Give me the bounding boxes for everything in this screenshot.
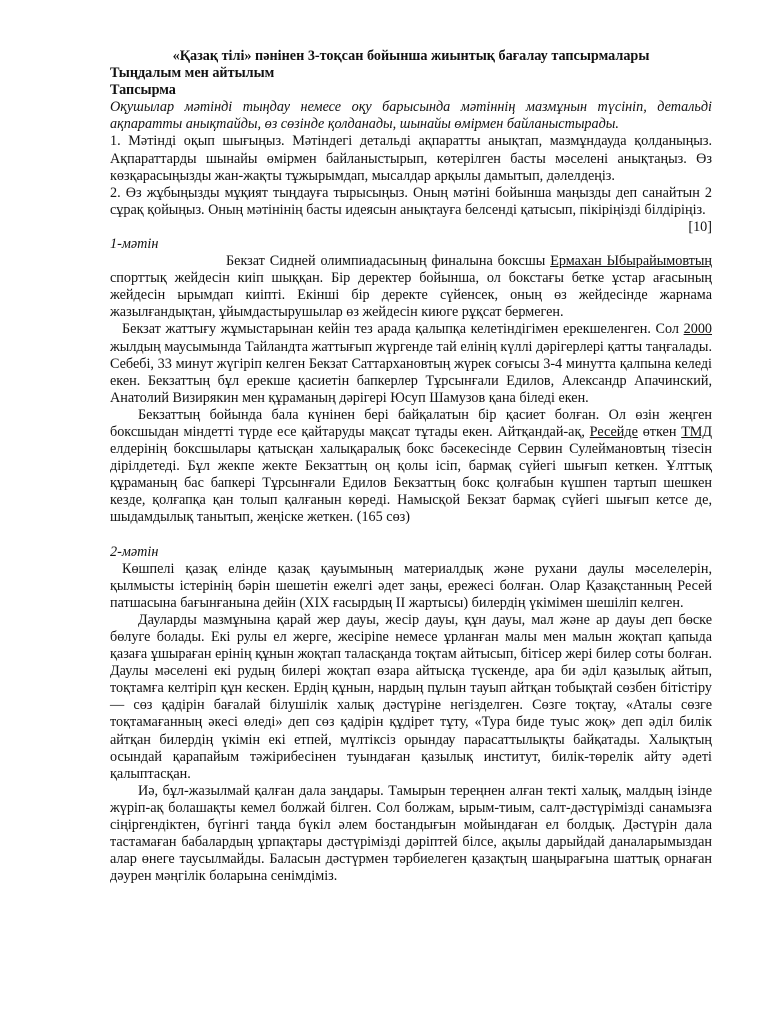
- objective-text: Оқушылар мәтінді тыңдау немесе оқу барысында мәтіннің мазмұнын түсініп, детальді ақпаратты анықтайды, өз сөзінде қолданады, шынайы өмірмен байланыстырады.: [110, 99, 712, 133]
- text1-p2-start: Бекзат жаттығу жұмыстарынан кейін тез арада қалыпқа келетіндігімен ерекшеленген. Сол: [122, 321, 684, 338]
- score-label: [10]: [688, 218, 712, 235]
- spacer: [110, 219, 712, 236]
- instruction-item-2: [110, 184, 712, 235]
- instruction-item-1: 1. Мәтінді оқып шығыңыз. Мәтіндегі детальді ақпаратты анықтап, мазмұндауда қолданыңыз. Ақпараттарды шынайы өмірмен байланыстырып, көтерілген басты мәселені анықтаңыз. Өз көзқарасыңызды жан-жақты тұжырымдап, мысалдар арқылы дамытып, дәлелдеңіз.: [110, 133, 712, 184]
- link-reseide[interactable]: Ресейде: [589, 423, 638, 440]
- text1-p3-end: елдерінің боксшылары қатысқан халықаралық бокс бәсекесінде Сервин Сулеймановтың тізесін дірілдетеді. Бұл жекпе жекте Бекзаттың оң қолы ісіп, бармақ сүйегі шығып кеткен. Ұлттық құраманың бас бапкері Тұрсынғали Едилов Бекзаттың бокс қолғабын күшпен тартып шешкен кезде, қолғапқа қан толып қалғанын көреді. Намысқой Бекзат бармақ сүйегі шығып кетсе де, шыдамдылық танытып, жеңіске жеткен. (165 сөз): [110, 441, 712, 526]
- link-ermakhan[interactable]: Ермахан Ыбырайымовтың: [550, 253, 712, 270]
- text2-paragraph-2: Дауларды мазмұнына қарай жер дауы, жесір дауы, құн дауы, мал және ар дауы деп бөске бөлуге болады. Екі рулы ел жерге, жесірine немесе ұрланған малы мен малын жоқтап қапыда қазаға ұшыраған ерінің құнын жоқтап таласқанда тоқтам айтысып, бітісер жері билер соты болған. Даулы мәселені екі рудың билері жоқтап өзара айтысқа түскенде, ара би әділ қазылық айтып, тоқтамға келтіріп құн кескен. Ердің құнын, нардың пұлын тауып айтқан тобықтай сөзбен бітістіру — сөз қадірін бағалай білушілік халық дәстүріне негізделген. Сөзге тоқтау, «Аталы сөзге тоқтамағанның әкесі өледі» деп сөз қадірін құдірет тұту, «Тура биде туыс жоқ» деп әділ билік айтқан билердің үкімін екі етпей, мүлтіксіз орындау парасаттылықты байқатады. Халықтың осындай қарапайым тәжірибесінен туындаған қазылық институт, билік-төрелік айту әдеті қалыптасқан.: [110, 611, 712, 782]
- link-2000[interactable]: 2000: [683, 321, 712, 338]
- text1-paragraph-3: [110, 407, 712, 527]
- spacer: [110, 527, 712, 544]
- text1-paragraph-1: [110, 253, 712, 321]
- document-title: «Қазақ тілі» пәнінен 3-тоқсан бойынша жиынтық бағалау тапсырмалары: [172, 48, 650, 64]
- text1-p3-mid: өткен: [637, 423, 682, 440]
- text2-paragraph-3: Иә, бұл-жазылмай қалған дала заңдары. Тамырын тереңнен алған текті халық, малдың ізінде жүріп-ақ болашақты кемел болжай білген. Сол болжам, ырым-тиым, салт-дәстүрімізді санамызға сіңіргендіктен, бүгінгі таңда бүкіл әлем бостандығын мойындаған ел болдық. Дәстүрін дала тастамаған бабалардың ұрпақтары дәстүрімізді дәріптей білсе, ақылы дарыйдай даналарымыздан алар өнеге таусылмайды. Баласын дәстүрмен тәрбиелеген қазақтың шаңырағына шаттық орнаған дәурен мәңгілік боларына сенімдіміз.: [110, 782, 712, 885]
- text1-label: 1-мәтін: [110, 235, 159, 252]
- instruction-item-2-text: 2. Өз жұбыңызды мұқият тыңдауға тырысыңыз. Оның мәтіні бойынша маңызды деп санайтын 2 сұрақ қойыңыз. Оның мәтінінің басты идеясын анықтауға белсенді қатысып, пікіріңізді білдіріңіз.: [110, 184, 712, 218]
- text2-paragraph-1: Көшпелі қазақ елінде қазақ қауымының материалдық және рухани даулы мәселелерін, қылмысты істерінің бәрін шешетін ежелгі әдет заңы, ережесі болған. Олар Қазақстанның Ресей патшасына бағынғанына дейін (XIX ғасырдың II жартысы) билердің үкімімен шешіліп келген.: [110, 560, 712, 611]
- text2-label: 2-мәтін: [110, 543, 159, 560]
- text1-p1-start: Бекзат Сидней олимпиадасының финалына боксшы: [226, 253, 551, 270]
- text1-paragraph-2: [110, 321, 712, 406]
- text1-p1-end: спорттық жейдесін киіп шыққан. Бір деректер бойынша, ол бокстағы бетке ұстар ағасының жейдесін ырымдап киіпті. Екінші бір деректе сүйенсек, оның өз жейдесінде жарнама жазылғандықтан, ұйымдастырушылар өз жейдесін киюге рұқсат бермеген.: [110, 270, 712, 321]
- section-heading: Тыңдалым мен айтылым: [110, 65, 275, 82]
- text1-p3-start: Бекзаттың бойында бала күнінен бері байқалатын бір қасиет болған. Ол өзін жеңген боксшыдан міндетті түрде есе қайтаруды мақсат тұтады екен. Айтқандай-ақ,: [110, 406, 712, 440]
- text1-p2-end: жылдың маусымында Тайландта жаттығып жүргенде тай елінің күллі дәрігерлері қатты таңғалады. Себебі, 33 минут жүгіріп келген Бекзат Саттархановтың жүрек соғысы 3-4 минутта қалпына келеді екен. Бекзаттың бұл ерекше қасиетін бапкерлер Тұрсынғали Едилов, Александр Апачинский, Анатолий Визирякин мен құраманың дәрігері Юсуп Шамузов қана біледі екен.: [110, 338, 712, 406]
- link-tmd[interactable]: ТМД: [681, 423, 712, 440]
- task-heading: Тапсырма: [110, 82, 176, 99]
